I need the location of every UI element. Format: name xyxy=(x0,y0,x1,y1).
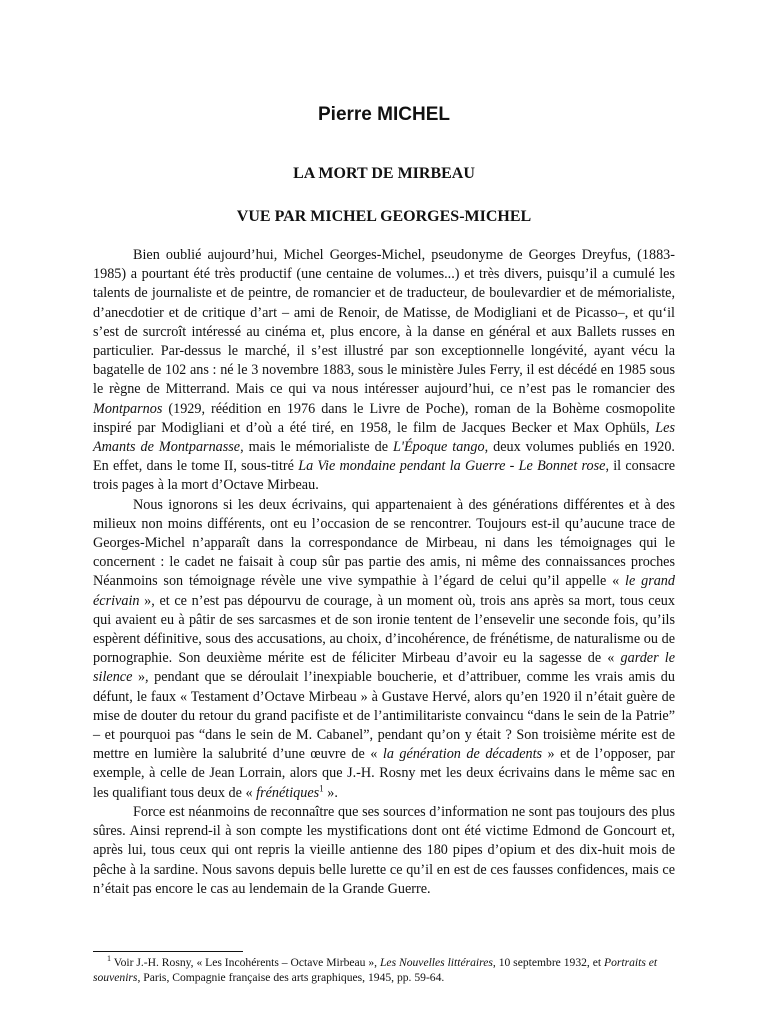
italic-text: Les Nouvelles littéraires xyxy=(379,956,493,969)
italic-text: la génération de décadents xyxy=(382,746,543,763)
footnote-separator xyxy=(93,951,243,952)
text-run: , deux volumes publiés en 1920. En effet, dans le tome II, sous-titré xyxy=(93,439,675,475)
text-run: , mais le mémorialiste de xyxy=(240,439,394,456)
text-run: Voir J.-H. Rosny, « Les Incohérents – Octave Mirbeau », xyxy=(111,956,380,969)
italic-text: Les Amants de Montparnasse xyxy=(93,419,675,456)
author-name: Pierre MICHEL xyxy=(318,104,450,125)
text-run: » et de l’opposer, par exemple, à celle de Jean Lorrain, alors que J.-H. Rosny met les deux écrivains dans le même sac en les qualifiant tous deux de « xyxy=(93,746,675,801)
text-run: , Paris, Compagnie française des arts graphiques, 1945, pp. 59-64. xyxy=(137,971,445,984)
text-run: , 10 septembre 1932, et xyxy=(492,956,604,969)
footnote-ref: 1 xyxy=(319,782,324,793)
paragraph xyxy=(93,803,675,899)
text-run: , il consacre trois pages à la mort d’Octave Mirbeau. xyxy=(93,458,675,494)
article-body xyxy=(93,246,675,899)
italic-text: garder le silence xyxy=(93,650,676,686)
text-run: Nous ignorons si les deux écrivains, qui appartenaient à des générations différentes et à des milieux non moins différents, ont eu l’occasion de se rencontrer. Toujours est-il qu’aucune trace de Georges-Michel n’apparaît dans la correspondance de Mirbeau, ni dans les témoignages qui le concernent : le cadet ne faisait à coup sûr pas partie des amis, ni même des connaissances proches Néanmoins son témoignage révèle une vive sympathie à l’égard de celui qu’il appelle « xyxy=(93,496,675,590)
footnote xyxy=(93,955,675,985)
italic-text: L'Époque tango xyxy=(393,439,485,456)
text-run: », et ce n’est pas dépourvu de courage, à un moment où, trois ans après sa mort, tous ceux qui avaient eu à pâtir de ses sarcasmes et de son ironie tentent de l’ensevelir une seconde fois, qu’ils espèrent définitive, sous des accusations, au choix, d’incohérence, de frénétisme, de naturalisme ou de pornographie. Son deuxième mérite est de féliciter Mirbeau d’avoir eu la sagesse de « xyxy=(93,592,675,667)
article-title: LA MORT DE MIRBEAU xyxy=(293,165,475,182)
italic-text: Montparnos xyxy=(93,400,163,417)
footnote-ref: 1 xyxy=(107,954,111,964)
text-run: Bien oublié aujourd’hui, Michel Georges-Michel, pseudonyme de Georges Dreyfus, (1883-1985) a pourtant été très productif (une centaine de volumes...) et très divers, puisqu’il a cumulé les talents de journaliste et de peintre, de romancier et de traducteur, de boulevardier et de mémorialiste, d’anecdotier et de critique d’art – ami de Renoir, de Matisse, de Modigliani et de Picasso–, et qu‘il s’est de surcroît intéressé au cinéma et, plus encore, à la danse en général et aux Ballets russes en particulier. Par-dessus le marché, il s’est illustré par son exceptionnelle longévité, ayant vécu la bagatelle de 102 ans : né le 3 novembre 1883, sous le ministère Jules Ferry, il est décédé en 1985 sous le règne de Mitterrand. Mais ce qui va nous intéresser aujourd’hui, ce n’est pas le romancier des xyxy=(93,247,675,398)
italic-text: La Vie mondaine pendant la Guerre - Le Bonnet rose xyxy=(298,458,606,475)
italic-text: le grand écrivain xyxy=(93,573,675,609)
paragraph xyxy=(93,246,675,496)
italic-text: Portraits et souvenirs xyxy=(93,956,658,984)
italic-text: frénétiques xyxy=(256,784,320,801)
text-run: Force est néanmoins de reconnaître que ses sources d’information ne sont pas toujours des plus sûres. Ainsi reprend-il à son compte les mystifications dont ont été victime Edmond de Goncourt et, après lui, tous ceux qui ont repris la vieille antienne des 180 pipes d’opium et des dix-huit mois de pêche à la sardine. Nous savons depuis belle lurette ce qu’il en est de ces fausses confidences, mais ce n’était pas encore le cas au lendemain de la Grande Guerre. xyxy=(93,803,675,897)
text-run: ». xyxy=(323,784,338,801)
text-run: (1929, réédition en 1976 dans le Livre de Poche), roman de la Bohème cosmopolite inspiré par Modigliani et d’où a été tiré, en 1958, le film de Jacques Becker et Max Ophüls, xyxy=(93,400,675,436)
footnotes xyxy=(93,951,675,985)
article-subtitle: VUE PAR MICHEL GEORGES-MICHEL xyxy=(236,208,532,225)
paragraph xyxy=(93,496,675,803)
text-run: », pendant que se déroulait l’inexpiable boucherie, et d’attribuer, comme les vrais amis du défunt, le faux « Testament d’Octave Mirbeau » à Gustave Hervé, alors qu’en 1920 il n’était guère de mise de douter du retour du grand pacifiste et de l’antimilitariste convaincu “dans le sein de la Patrie” – et pourquoi pas “dans le sein de M. Cabanel”, pendant qu’on y était ? Son troisième mérite est de mettre en lumière la salubrité d’une œuvre de « xyxy=(93,669,675,763)
